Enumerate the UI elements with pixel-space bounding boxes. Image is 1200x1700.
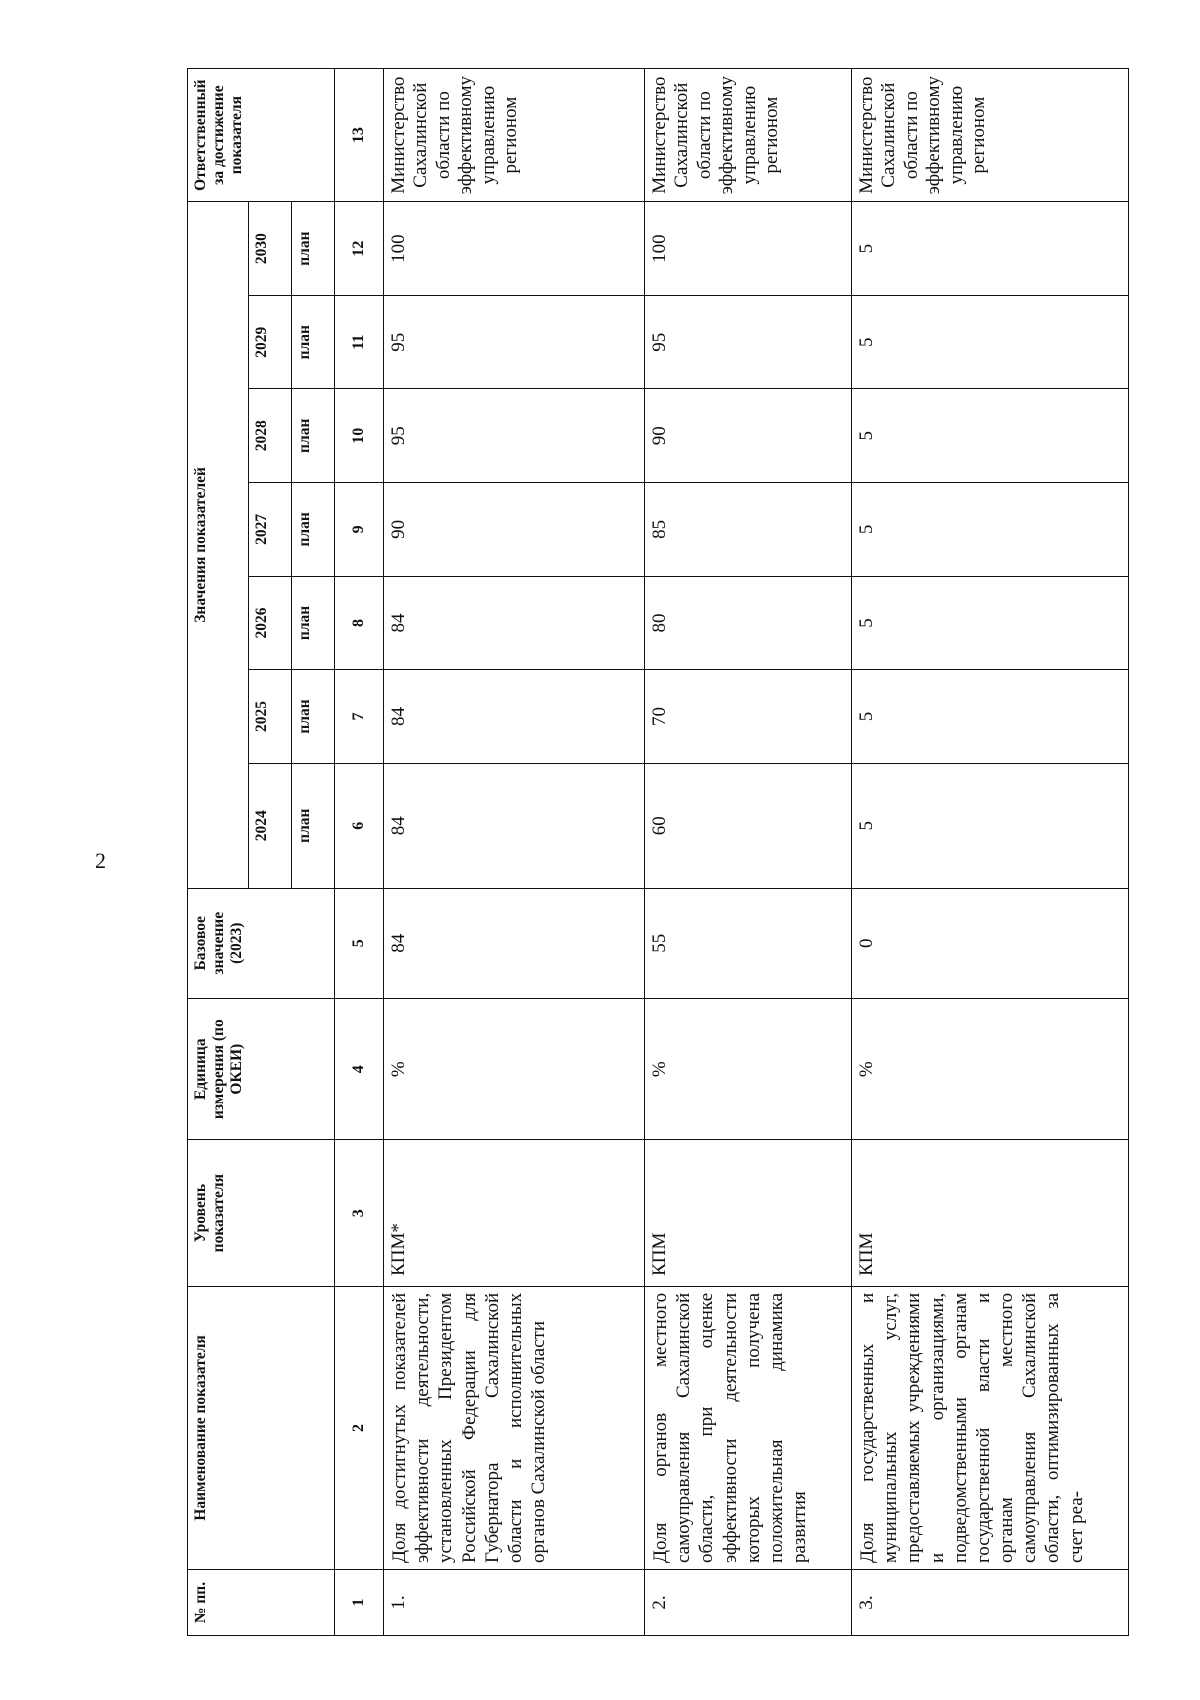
header-level: Уровень показателя xyxy=(188,1140,335,1286)
header-year: 2026 xyxy=(249,576,292,670)
row-num: 3. xyxy=(852,1570,1129,1636)
header-plan: план xyxy=(292,202,335,296)
column-number: 5 xyxy=(335,888,384,998)
page-number: 2 xyxy=(95,848,106,873)
column-number: 6 xyxy=(335,763,384,888)
plan-value: 5 xyxy=(852,295,1129,389)
indicator-level: КПМ xyxy=(645,1140,852,1286)
header-year: 2028 xyxy=(249,389,292,483)
base-value: 0 xyxy=(852,888,1129,998)
indicator-unit: % xyxy=(852,998,1129,1140)
header-values: Значения показателей xyxy=(188,202,249,888)
plan-value: 60 xyxy=(645,763,852,888)
responsible: Министерство Сахалинской области по эффективному управлению регионом xyxy=(852,69,1129,202)
indicator-name: Доля органов местного самоуправления Сахалинской области, при оценке эффективности деятельности которых получена положительная динамика развития xyxy=(645,1286,852,1569)
plan-value: 5 xyxy=(852,483,1129,577)
plan-value: 5 xyxy=(852,576,1129,670)
row-num: 1. xyxy=(384,1570,645,1636)
plan-value: 84 xyxy=(384,576,645,670)
header-year: 2027 xyxy=(249,483,292,577)
plan-value: 95 xyxy=(384,389,645,483)
base-value: 55 xyxy=(645,888,852,998)
header-unit: Единица измерения (по ОКЕИ) xyxy=(188,998,335,1140)
plan-value: 95 xyxy=(384,295,645,389)
plan-value: 84 xyxy=(384,670,645,764)
header-year: 2025 xyxy=(249,670,292,764)
plan-value: 100 xyxy=(384,202,645,296)
column-number: 13 xyxy=(335,69,384,202)
table-row xyxy=(852,69,1129,1636)
header-responsible: Ответственный за достижение показателя xyxy=(188,69,335,202)
table-row xyxy=(645,69,852,1636)
header-plan: план xyxy=(292,295,335,389)
plan-value: 5 xyxy=(852,202,1129,296)
plan-value: 5 xyxy=(852,389,1129,483)
plan-value: 84 xyxy=(384,763,645,888)
header-year: 2024 xyxy=(249,763,292,888)
plan-value: 90 xyxy=(384,483,645,577)
header-plan: план xyxy=(292,483,335,577)
plan-value: 95 xyxy=(645,295,852,389)
responsible: Министерство Сахалинской области по эффективному управлению регионом xyxy=(384,69,645,202)
table-row xyxy=(384,69,645,1636)
indicator-unit: % xyxy=(645,998,852,1140)
rotated-table-container xyxy=(187,68,1111,1636)
header-plan: план xyxy=(292,389,335,483)
header-year: 2029 xyxy=(249,295,292,389)
header-plan: план xyxy=(292,763,335,888)
column-number: 3 xyxy=(335,1140,384,1286)
plan-value: 85 xyxy=(645,483,852,577)
header-plan: план xyxy=(292,670,335,764)
indicator-unit: % xyxy=(384,998,645,1140)
plan-value: 5 xyxy=(852,670,1129,764)
header-name: Наименование показателя xyxy=(188,1286,335,1569)
base-value: 84 xyxy=(384,888,645,998)
column-number: 9 xyxy=(335,483,384,577)
header-base: Базовое значение (2023) xyxy=(188,888,335,998)
header-plan: план xyxy=(292,576,335,670)
indicator-name: Доля государственных и муниципальных услуг, предоставляемых учреждениями и организациями, подведомственными органам государственной власти и органам местного самоуправления Сахалинской области, оптимизированных за счет реа- xyxy=(852,1286,1129,1569)
indicator-name: Доля достигнутых показателей эффективности деятельности, установленных Президентом Российской Федерации для Губернатора Сахалинской области и исполнительных органов Сахалинской области xyxy=(384,1286,645,1569)
plan-value: 100 xyxy=(645,202,852,296)
indicators-table xyxy=(187,68,1129,1636)
column-number: 11 xyxy=(335,295,384,389)
plan-value: 70 xyxy=(645,670,852,764)
column-number: 7 xyxy=(335,670,384,764)
column-number: 1 xyxy=(335,1570,384,1636)
column-number: 8 xyxy=(335,576,384,670)
indicator-level: КПМ* xyxy=(384,1140,645,1286)
plan-value: 90 xyxy=(645,389,852,483)
column-number: 10 xyxy=(335,389,384,483)
row-num: 2. xyxy=(645,1570,852,1636)
column-number: 4 xyxy=(335,998,384,1140)
column-number: 2 xyxy=(335,1286,384,1569)
indicator-level: КПМ xyxy=(852,1140,1129,1286)
plan-value: 80 xyxy=(645,576,852,670)
responsible: Министерство Сахалинской области по эффективному управлению регионом xyxy=(645,69,852,202)
header-num: № пп. xyxy=(188,1570,335,1636)
plan-value: 5 xyxy=(852,763,1129,888)
column-number: 12 xyxy=(335,202,384,296)
header-year: 2030 xyxy=(249,202,292,296)
